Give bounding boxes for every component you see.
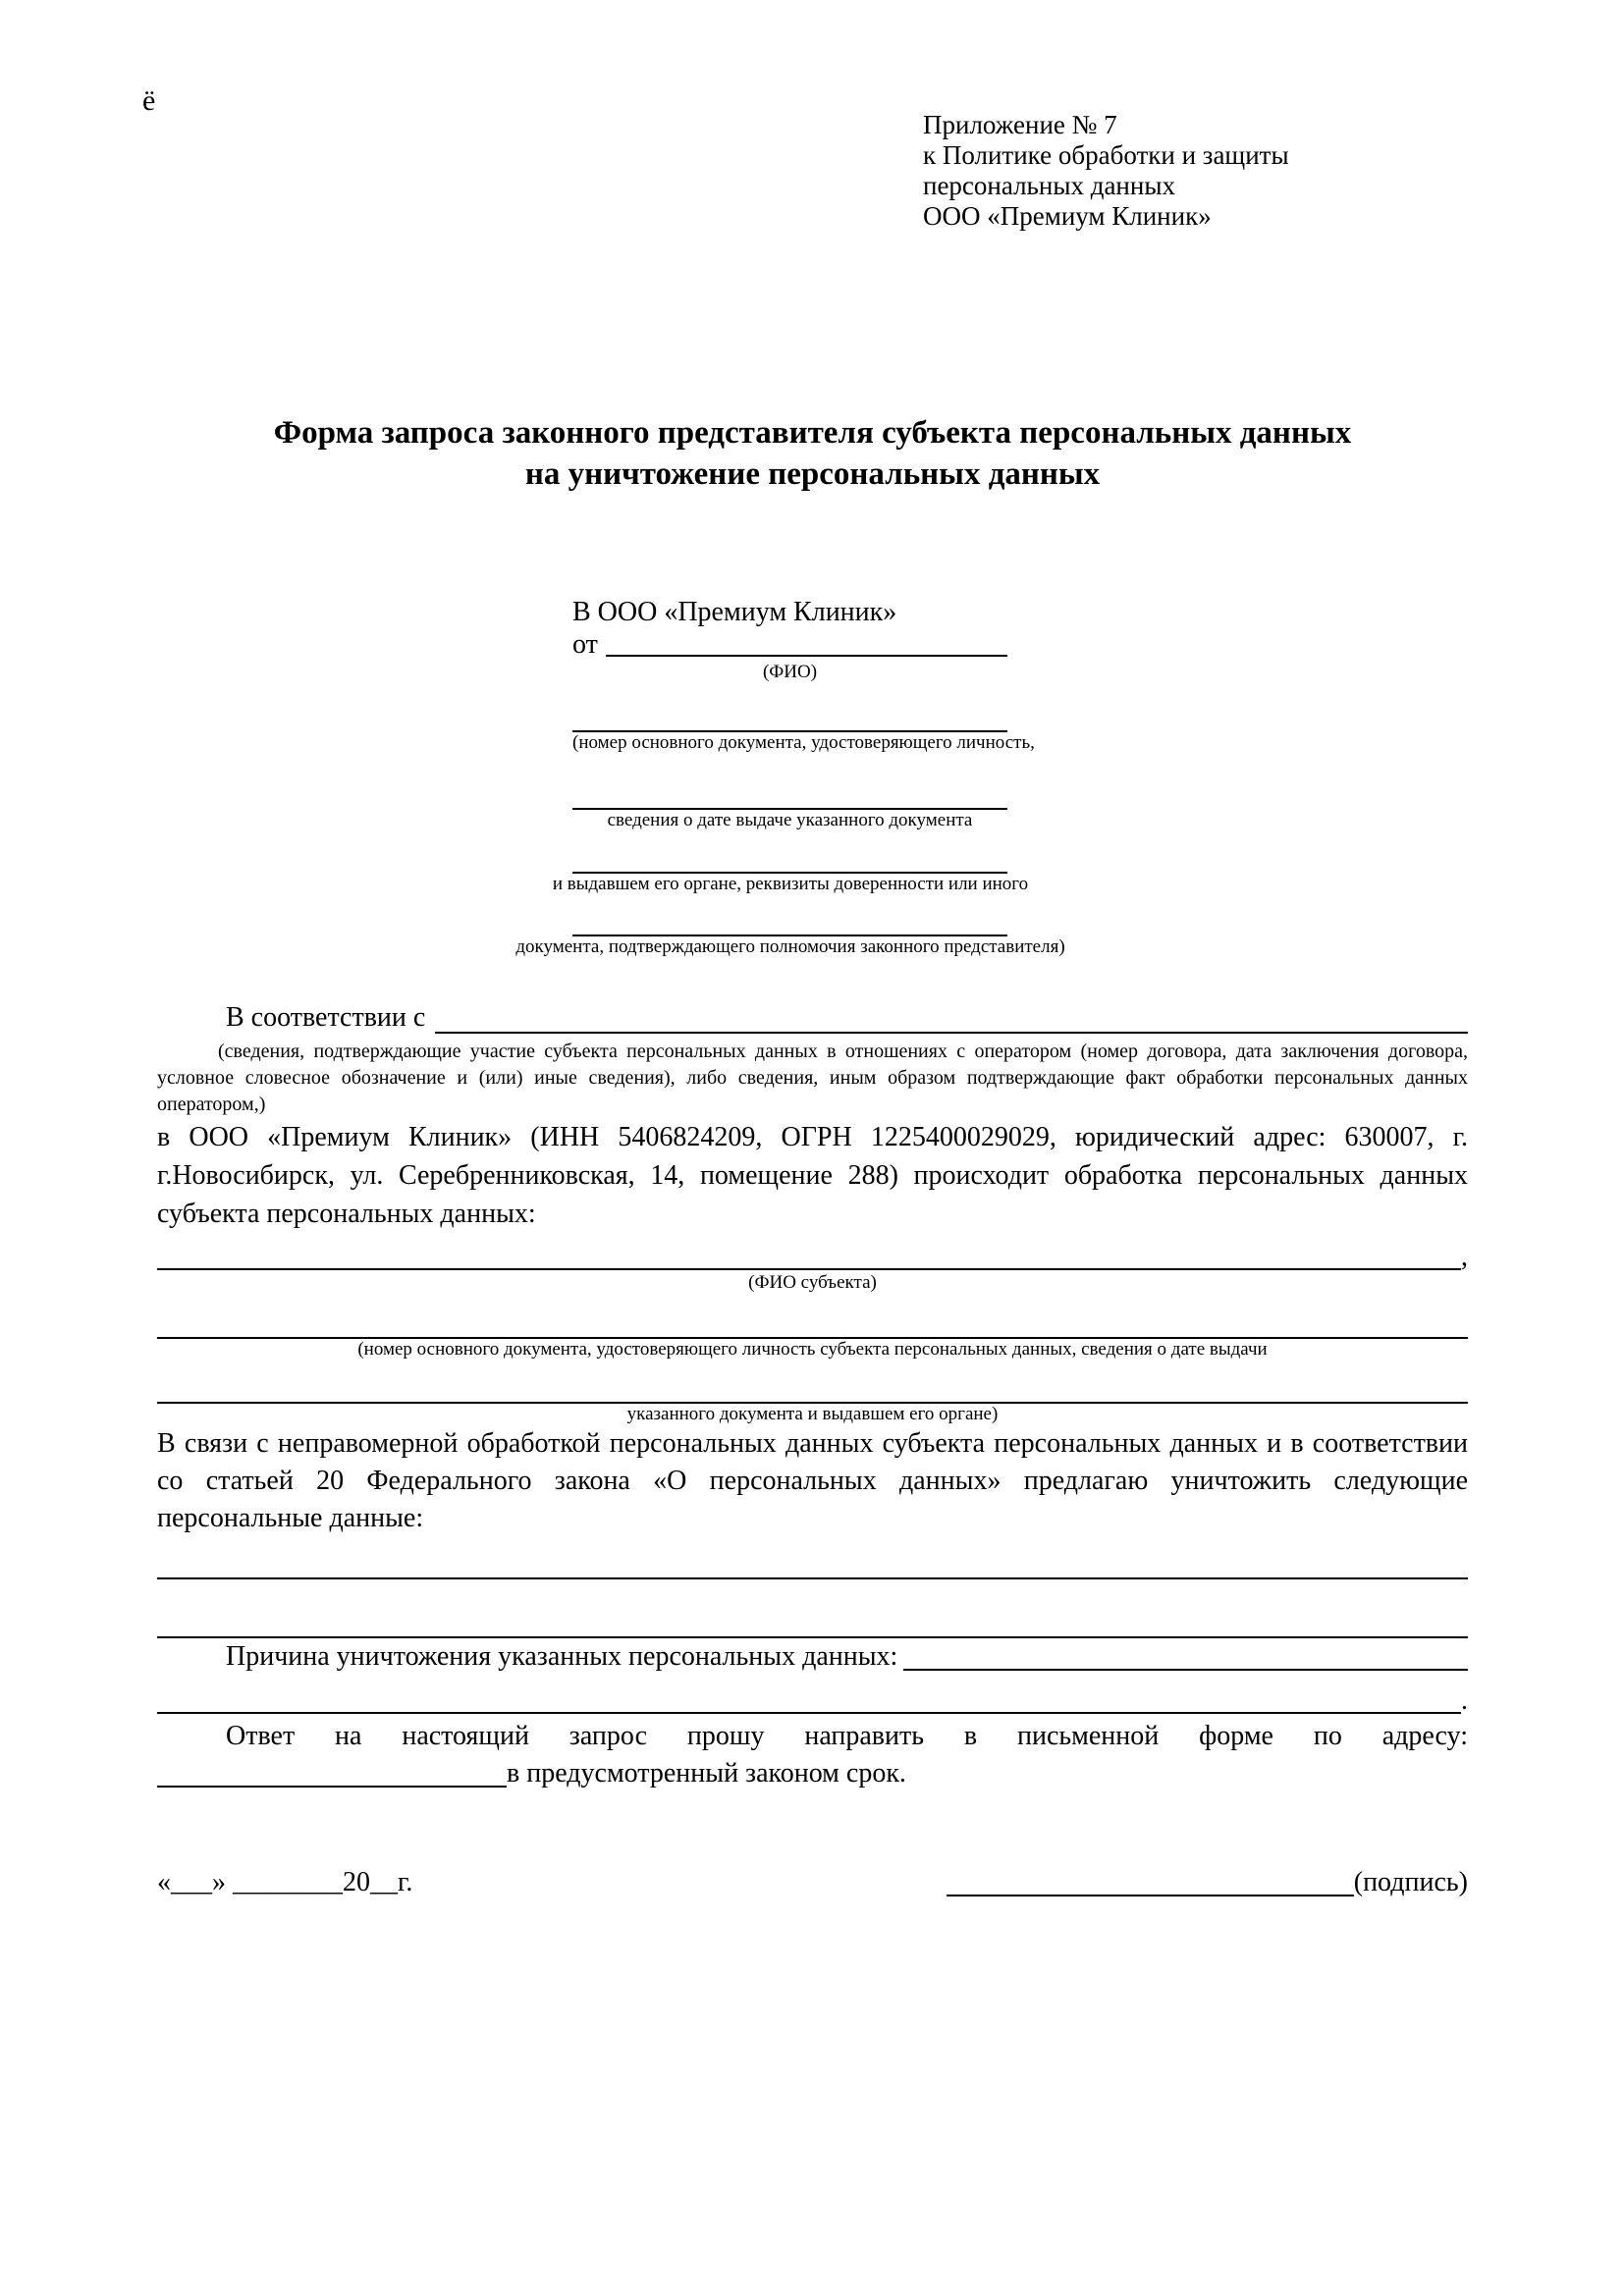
- unlawful-paragraph: В связи с неправомерной обработкой персональных данных субъекта персональных данных и в соответствии со статьей 20 Федерального закона «О персональных данных» предлагаю уничтожить следующие персональные данные:: [157, 1428, 1468, 1533]
- from-label: от: [572, 629, 598, 660]
- appendix-line: Приложение № 7: [923, 110, 1117, 139]
- accordance-label: В соответствии с: [226, 1002, 426, 1033]
- from-row: [572, 628, 1007, 662]
- form-title: [157, 412, 1468, 495]
- destroy-data-line-2: [157, 1579, 1468, 1638]
- subject-doc-caption-1: (номер основного документа, удостоверяющего личность субъекта персональных данных, сведения о дате выдачи: [357, 1339, 1268, 1360]
- doc-caption-1: (номер основного документа, удостоверяющего личность,: [572, 732, 1035, 753]
- response-address-fill-line: [157, 1755, 507, 1788]
- addressee-block: [515, 597, 1065, 958]
- reason-fill-line: [903, 1638, 1468, 1671]
- destroy-data-line-1: [157, 1537, 1468, 1579]
- doc-fill-line-3: [572, 831, 1007, 874]
- doc-fill-line-2: [572, 754, 1007, 810]
- date-line: «___» ________20__г.: [157, 1867, 413, 1897]
- appendix-block: [923, 110, 1468, 232]
- fio-caption: (ФИО): [762, 662, 818, 682]
- signature-caption: (подпись): [1353, 1867, 1468, 1897]
- subject-fio-fill-line: [157, 1268, 1461, 1270]
- appendix-line: к Политике обработки и защиты: [923, 140, 1289, 170]
- operator-paragraph: в ООО «Премиум Клиник» (ИНН 5406824209, ОГРН 1225400029029, юридический адрес: 630007, г. г.Новосибирск, ул. Серебренниковская, 14, помещение 288) происходит обработка персональных данных субъекта персональных данных:: [157, 1122, 1468, 1229]
- appendix-line: персональных данных: [923, 171, 1175, 200]
- response-line: Ответ на настоящий запрос прошу направить в письменной форме по адресу:: [226, 1721, 1468, 1751]
- tab-indent: [157, 1638, 226, 1676]
- doc-fill-line-1: [572, 683, 1007, 732]
- accordance-caption: (сведения, подтверждающие участие субъекта персональных данных в отношениях с оператором (номер договора, дата заключения договора, условное словесное обозначение и (или) иные сведения), либо сведения, иным образом подтверждающие факт обработки персональных данных оператором,): [157, 1041, 1468, 1115]
- subject-fio-caption: (ФИО субъекта): [748, 1272, 877, 1293]
- footer-row: [157, 1863, 1468, 1902]
- reason-fill-line-2: [157, 1712, 1461, 1714]
- form-title-line-1: Форма запроса законного представителя субъекта персональных данных: [273, 415, 1352, 451]
- accordance-row: [157, 997, 1468, 1039]
- subject-fio-line-row: [157, 1233, 1468, 1272]
- from-fill-line: [606, 628, 1007, 657]
- addressee-to: В ООО «Премиум Клиник»: [572, 597, 897, 627]
- signature-group: [947, 1863, 1468, 1902]
- doc-fill-line-4: [572, 895, 1007, 936]
- trailing-period: .: [1461, 1685, 1468, 1716]
- doc-caption-2: сведения о дате выдаче указанного документа: [607, 810, 973, 830]
- reason-line-2: [157, 1676, 1468, 1716]
- subject-doc-line-2: [157, 1361, 1468, 1404]
- appendix-line: ООО «Премиум Клиник»: [923, 201, 1212, 231]
- doc-caption-4: документа, подтверждающего полномочия законного представителя): [515, 936, 1065, 957]
- response-tail: в предусмотренный законом срок.: [507, 1758, 906, 1789]
- stray-char: ё: [142, 84, 156, 117]
- trailing-comma: ,: [1461, 1242, 1468, 1272]
- response-address-row: [157, 1755, 1468, 1792]
- subject-doc-line-1: [157, 1294, 1468, 1339]
- reason-label: Причина уничтожения указанных персональных данных:: [226, 1641, 898, 1672]
- accordance-fill-line: [435, 997, 1468, 1034]
- form-title-line-2: на уничтожение персональных данных: [524, 456, 1101, 492]
- doc-caption-3: и выдавшем его органе, реквизиты доверенности или иного: [552, 874, 1029, 894]
- signature-line: [947, 1895, 1354, 1896]
- subject-doc-caption-2: указанного документа и выдавшем его органе): [626, 1404, 999, 1424]
- reason-row: [157, 1638, 1468, 1676]
- tab-indent: [157, 997, 226, 1039]
